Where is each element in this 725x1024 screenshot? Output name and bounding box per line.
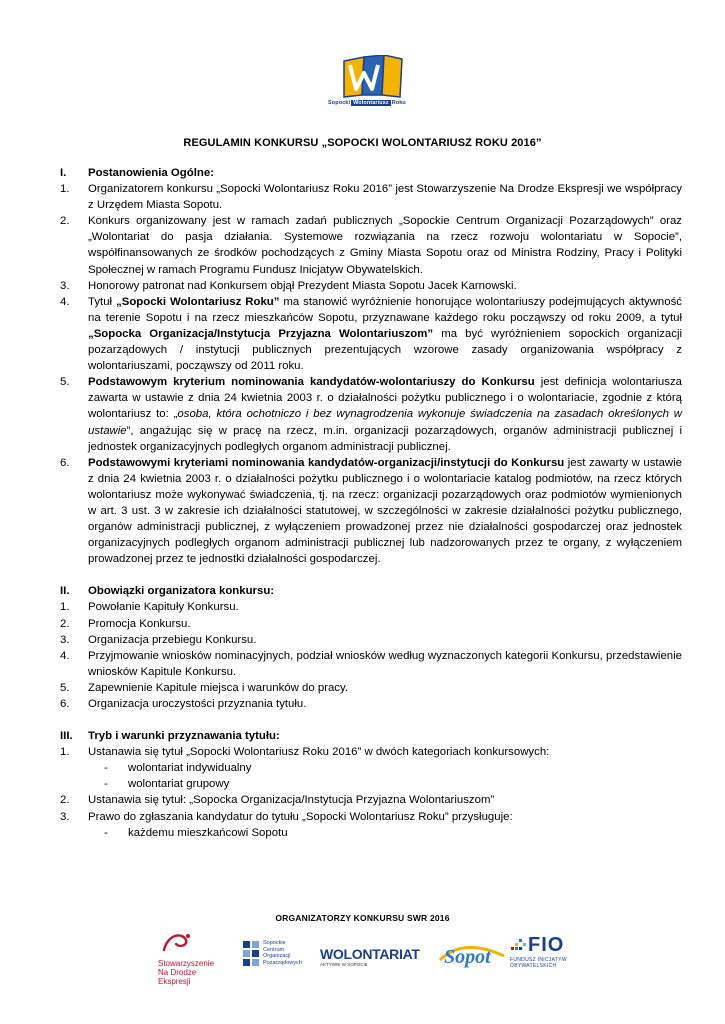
scop-grid-icon [242, 940, 260, 970]
w-logo-icon [336, 55, 412, 101]
sub-list-item: - wolontariat grupowy [104, 778, 230, 791]
list-item: 2. Promocja Konkursu. [60, 617, 191, 630]
sub-list-item: - wolontariat indywidualny [104, 762, 252, 775]
list-item: 2. Konkurs organizowany jest w ramach zadań publicznych „Sopockie Centrum Organizacji Pozarządowych” oraz „Wolontariat do pasja działania. Systemowe rozwiązania na rzecz rozwoju wolontariatu w Sopocie”, współfinansowanych ze środków pochodzących z Gminy Miasta Sopotu oraz od Ministra Rodziny, Pracy i Polityki Społecznej w ramach Programu Fundusz Inicjatyw Obywatelskich. [60, 215, 682, 276]
section-heading: I. Postanowienia Ogólne: [60, 167, 214, 179]
document-title: REGULAMIN KONKURSU „SOPOCKI WOLONTARIUSZ ROKU 2016” [183, 137, 542, 149]
list-item: 5. Zapewnienie Kapitule miejsca i warunków do pracy. [60, 681, 349, 694]
list-item: 6. Organizacja uroczystości przyznania tytułu. [60, 698, 307, 710]
fio-dots-icon [510, 937, 528, 955]
list-item: 4. Tytuł „Sopocki Wolontariusz Roku” ma stanowić wyróżnienie honorujące wolontariuszy podejmujących aktywność na terenie Sopotu i na rzecz mieszkańców Sopotu, przyznawane każdego roku począwszy od roku 2009, a tytuł „Sopocka Organizacja/Instytucja Przyjazna Wolontariuszom” ma być wyróżnieniem sopockich organizacji pozarządowych / instytucji publicznych prezentujących wzorowe zasady organizowania współpracy z wolontariuszami, począwszy od 2011 roku. [60, 295, 683, 373]
section-heading: II. Obowiązki organizatora konkursu: [60, 585, 275, 598]
ribbon-icon [158, 932, 194, 954]
list-item: 4. Przyjmowanie wniosków nominacyjnych, podział wniosków według wyznaczonych kategorii Konkursu, przedstawienie wniosków Kapitule Konkursu. [60, 649, 682, 678]
list-item: 2. Ustanawia się tytuł: „Sopocka Organizacja/Instytucja Przyjazna Wolontariuszom” [60, 794, 495, 807]
fio-logo: FIO FUNDUSZ INICJATYW OBYWATELSKICH [510, 934, 567, 969]
list-item: 1. Powołanie Kapituły Konkursu. [60, 601, 239, 614]
wolontariat-logo: WOLONTARIAT AKTYWNI W SOPOCIE [320, 946, 420, 967]
sub-list-item: - każdemu mieszkańcowi Sopotu [104, 826, 288, 839]
list-item: 6. Podstawowymi kryteriami nominowania kandydatów-organizacji/instytucji do Konkursu jest zawarty w ustawie z dnia 24 kwietnia 2003 r. o działalności pożytku publicznego i o wolontariacie katalog podmiotów, na rzecz których wolontariusz może wykonywać świadczenia, tj. na rzecz: organizacji pozarządowych oraz podmiotów wymienionych w art. 3 ust. 3 w zakresie ich działalności statutowej, w szczególności w zakresie działalności pożytku publicznego, organów administracji publicznej, z wyłączeniem prowadzonej przez nie działalności gospodarczej oraz jednostek organizacyjnych podległych organom administracji publicznej lub nadzorowanych przez te organy, z wyłączeniem prowadzonej przez te jednostki działalności gospodarczej. [60, 456, 682, 566]
sopot-logo: Sopot [438, 936, 508, 976]
list-item: 1. Ustanawia się tytuł „Sopocki Wolontariusz Roku 2016” w dwóch kategoriach konkursowych: [60, 746, 550, 759]
document-body [60, 165, 682, 841]
list-item: 5. Podstawowym kryterium nominowania kandydatów-wolontariuszy do Konkursu jest definicja wolontariusza zawarta w ustawie z dnia 24 kwietnia 2003 r. o działalności pożytku publicznego i o wolontariacie, zgodnie z którą wolontariusz to: „osoba, która ochotniczo i bez wynagrodzenia wykonuje świadczenia na zasadach określonych w ustawie”, angażując się w pracę na rzecz, m.in. organizacji pozarządowych, organów administracji publicznej i jednostek organizacyjnych podległych organom administracji publicznej. [60, 376, 682, 453]
list-item: 3. Prawo do zgłaszania kandydatur do tytułu „Sopocki Wolontariusz Roku” przysługuje: [60, 810, 513, 823]
sopocki-wolontariusz-roku-logo [328, 55, 412, 115]
list-item: 1. Organizatorem konkursu „Sopocki Wolontariusz Roku 2016” jest Stowarzyszenie Na Drodze Ekspresji we współpracy z Urzędem Miasta Sopotu. [60, 183, 682, 212]
list-item: 3. Organizacja przebiegu Konkursu. [60, 633, 257, 646]
section-heading: III. Tryb i warunki przyznawania tytułu: [60, 730, 280, 743]
scop-logo: Sopockie Centrum Organizacji Pozarządowych [242, 940, 306, 970]
sponsor-logos [150, 932, 590, 986]
sn-logo: Stowarzyszenie Na Drodze Ekspresji [158, 932, 230, 986]
footer-title: ORGANIZATORZY KONKURSU SWR 2016 [275, 913, 450, 923]
logo-caption: Sopocki Wolontariusz Roku [328, 100, 406, 106]
list-item: 3. Honorowy patronat nad Konkursem objął Prezydent Miasta Sopotu Jacek Karnowski. [60, 279, 517, 292]
